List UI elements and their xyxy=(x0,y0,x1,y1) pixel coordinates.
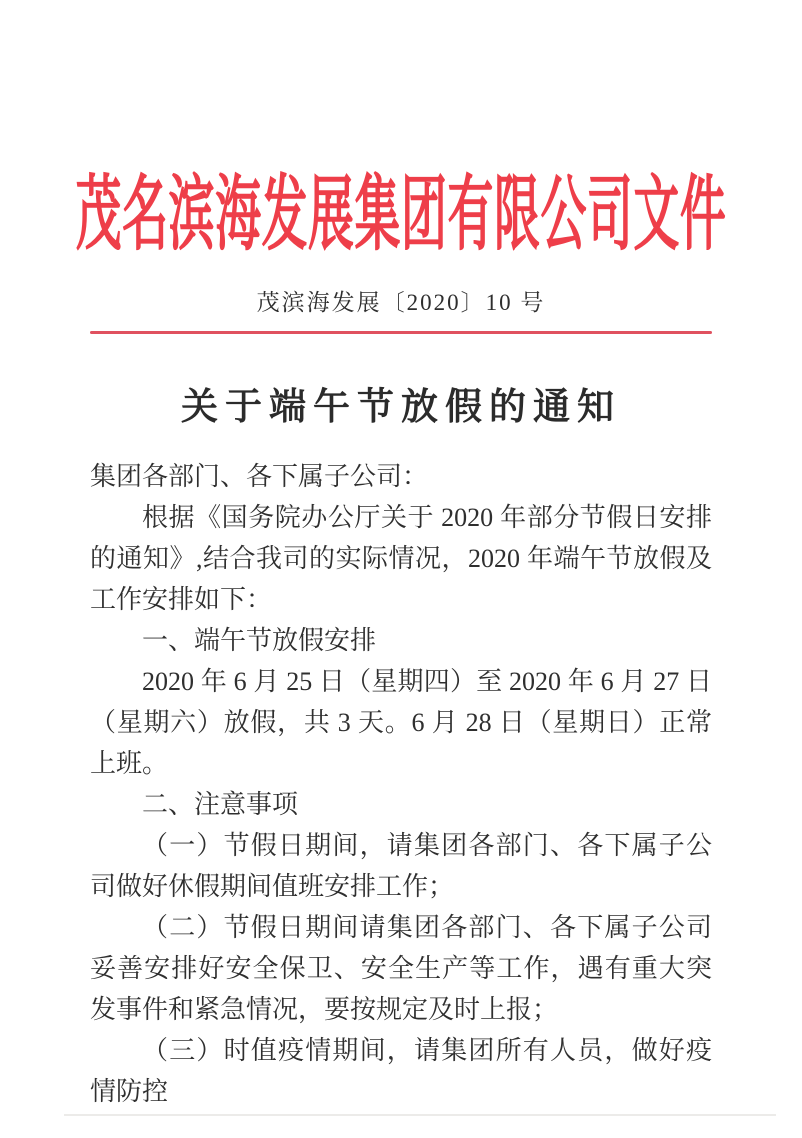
document-number: 茂滨海发展〔2020〕10 号 xyxy=(256,290,546,316)
notice-title: 关于端午节放假的通知 xyxy=(181,387,621,429)
paragraph-section-2-heading: 二、注意事项 xyxy=(142,790,299,820)
paragraph-note-1: （一）节假日期间，请集团各部门、各下属子公司做好休假期间值班安排工作； xyxy=(90,831,712,902)
letterhead xyxy=(0,168,802,262)
paragraph-section-1-heading: 一、端午节放假安排 xyxy=(142,626,377,656)
letterhead-company-title: 茂名滨海发展集团有限公司文件 xyxy=(75,169,727,260)
paragraph-holiday-dates: 2020 年 6 月 25 日（星期四）至 2020 年 6 月 27 日（星期六）放假，共 3 天。6 月 28 日（星期日）正常上班。 xyxy=(90,667,712,779)
salutation-line: 集团各部门、各下属子公司： xyxy=(90,462,429,492)
page-bottom-edge-shadow xyxy=(64,1114,776,1116)
paragraph-basis: 根据《国务院办公厅关于 2020 年部分节假日安排的通知》,结合我司的实际情况，2020 年端午节放假及工作安排如下： xyxy=(90,503,712,615)
paragraph-note-3: （三）时值疫情期间，请集团所有人员，做好疫情防控 xyxy=(90,1036,712,1107)
notice-body xyxy=(90,456,712,1112)
paragraph-note-2: （二）节假日期间请集团各部门、各下属子公司妥善安排好安全保卫、安全生产等工作，遇有重大突发事件和紧急情况，要按规定及时上报； xyxy=(90,913,712,1025)
red-divider-line xyxy=(90,331,712,334)
